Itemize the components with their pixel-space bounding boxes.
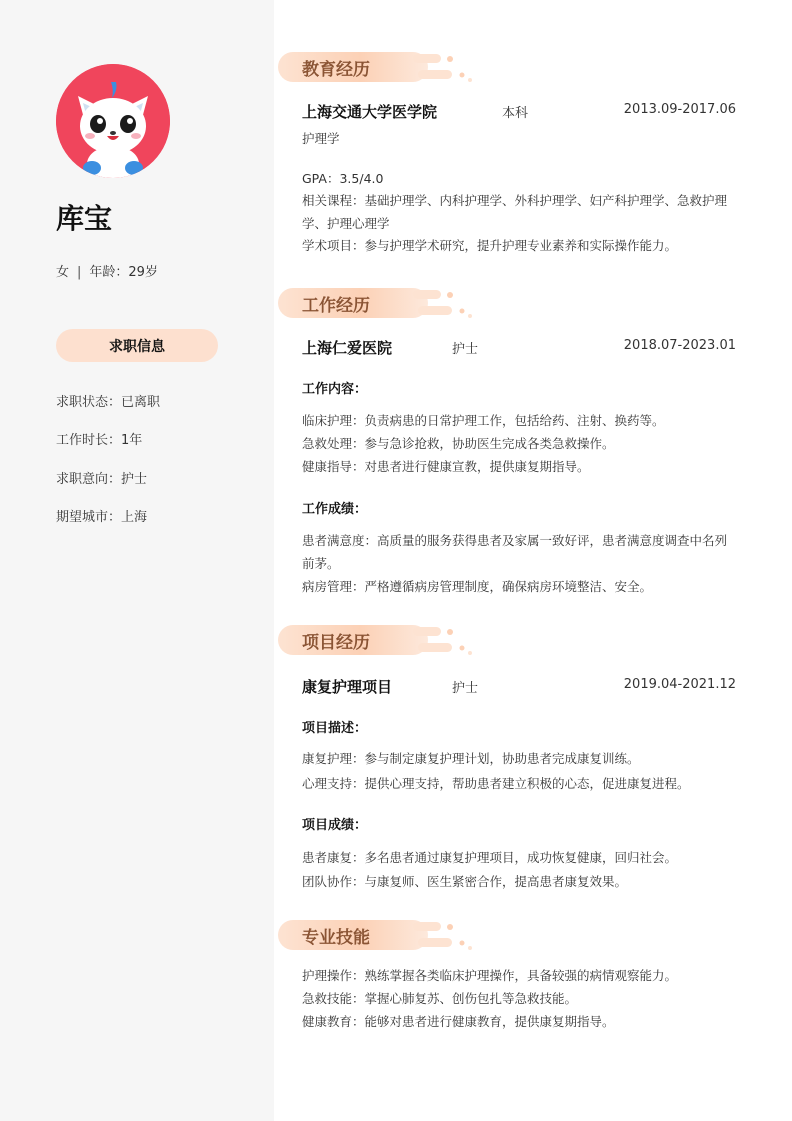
project-result-item: 患者康复：多名患者通过康复护理项目，成功恢复健康，回归社会。 [302, 850, 678, 865]
education-entry [302, 101, 736, 122]
school-name: 上海交通大学医学院 [302, 103, 438, 121]
skill-item: 急救技能：掌握心肺复苏、创伤包扎等急救技能。 [302, 991, 578, 1006]
work-content-heading: 工作内容： [302, 382, 368, 397]
degree: 本科 [502, 106, 529, 121]
candidate-name: 库宝 [56, 202, 113, 235]
education-title: 教育经历 [302, 60, 370, 80]
job-status: 求职状态：已离职 [56, 395, 161, 410]
project-results-heading: 项目成绩： [302, 818, 368, 833]
academic-project: 学术项目：参与护理学术研究，提升护理专业素养和实际操作能力。 [302, 238, 678, 253]
major: 护理学 [302, 131, 340, 146]
skills-title: 专业技能 [302, 928, 370, 948]
work-content-item: 临床护理：负责病患的日常护理工作，包括给药、注射、换药等。 [302, 413, 665, 428]
project-heading [278, 623, 478, 657]
education-date: 2013.09-2017.06 [623, 102, 736, 117]
work-date: 2018.07-2023.01 [623, 338, 736, 353]
skills-heading [278, 918, 478, 952]
gpa: GPA：3.5/4.0 [302, 171, 384, 186]
divider: | [77, 265, 82, 280]
project-date: 2019.04-2021.12 [623, 677, 736, 692]
work-content-item: 健康指导：对患者进行健康宣教，提供康复期指导。 [302, 459, 590, 474]
work-title: 工作经历 [302, 296, 370, 316]
target-city: 期望城市：上海 [56, 510, 148, 525]
work-heading [278, 286, 478, 320]
project-desc-item: 康复护理：参与制定康复护理计划，协助患者完成康复训练。 [302, 751, 640, 766]
project-desc-item: 心理支持：提供心理支持，帮助患者建立积极的心态，促进康复进程。 [302, 776, 690, 791]
project-result-item: 团队协作：与康复师、医生紧密合作，提高患者康复效果。 [302, 874, 628, 889]
target-position: 求职意向：护士 [56, 472, 148, 487]
skill-item: 健康教育：能够对患者进行健康教育，提供康复期指导。 [302, 1014, 615, 1029]
project-desc-heading: 项目描述： [302, 721, 368, 736]
work-content-item: 急救处理：参与急诊抢救，协助医生完成各类急救操作。 [302, 436, 615, 451]
skill-item: 护理操作：熟练掌握各类临床护理操作，具备较强的病情观察能力。 [302, 968, 678, 983]
cat-mascot-icon [56, 64, 170, 178]
work-role: 护士 [452, 342, 479, 357]
project-title: 项目经历 [302, 633, 370, 653]
work-entry [302, 337, 736, 358]
education-heading [278, 50, 478, 84]
work-results-heading: 工作成绩： [302, 502, 368, 517]
gender: 女 [56, 265, 70, 280]
work-result-item: 患者满意度：高质量的服务获得患者及家属一致好评，患者满意度调查中名列前茅。 [302, 533, 728, 571]
job-intent-heading: 求职信息 [56, 329, 218, 362]
avatar [56, 64, 170, 178]
basic-info [56, 261, 158, 280]
project-role: 护士 [452, 681, 479, 696]
project-entry [302, 676, 736, 697]
work-duration: 工作时长：1年 [56, 433, 143, 448]
age: 年龄：29岁 [89, 265, 158, 280]
company-name: 上海仁爱医院 [302, 339, 393, 357]
work-result-item: 病房管理：严格遵循病房管理制度，确保病房环境整洁、安全。 [302, 579, 653, 594]
project-name: 康复护理项目 [302, 678, 393, 696]
courses: 相关课程：基础护理学、内科护理学、外科护理学、妇产科护理学、急救护理学、护理心理学 [302, 193, 728, 231]
